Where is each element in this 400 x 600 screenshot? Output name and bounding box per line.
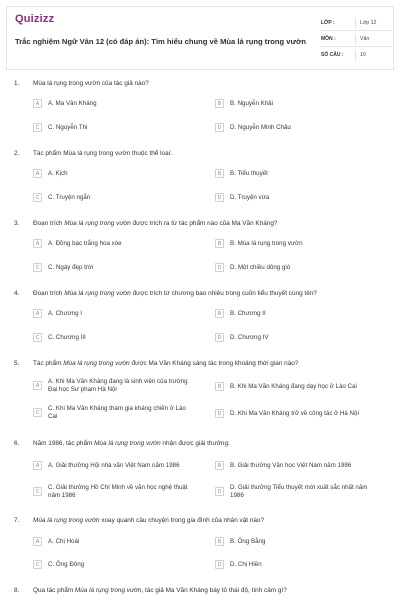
option-d[interactable] <box>215 263 290 272</box>
option-d[interactable] <box>215 193 269 202</box>
option-text: A. Ma Văn Kháng <box>48 99 97 107</box>
option-c[interactable] <box>33 123 87 132</box>
option-letter: A <box>33 381 42 390</box>
option-letter: B <box>215 239 224 248</box>
question-number: 4. <box>14 290 20 297</box>
question-number: 2. <box>14 150 20 157</box>
meta-row-class <box>321 15 391 31</box>
option-a[interactable] <box>33 461 180 470</box>
question-text: Tác phẩm Mùa lá rụng trong vườn thuộc thể loại: <box>33 150 172 157</box>
option-letter: C <box>33 487 42 496</box>
question-text: Năm 1986, tác phẩm Mùa lá rụng trong vườn nhận được giải thưởng: <box>33 440 230 447</box>
option-letter: D <box>215 263 224 272</box>
option-letter: C <box>33 263 42 272</box>
meta-label: SỐ CÂU : <box>321 52 344 58</box>
meta-value: Văn <box>355 34 391 44</box>
option-b[interactable] <box>215 99 273 108</box>
option-text: A. Chương I <box>48 309 82 317</box>
option-letter: A <box>33 99 42 108</box>
option-letter: C <box>33 193 42 202</box>
question-number: 6. <box>14 440 20 447</box>
option-text: D. Nguyễn Minh Châu <box>230 123 291 131</box>
option-b[interactable] <box>215 461 351 470</box>
option-text: C. Giải thưởng Hồ Chí Minh về văn học nghệ thuật năm 1986 <box>48 484 188 499</box>
option-letter: A <box>33 461 42 470</box>
option-d[interactable] <box>215 560 262 569</box>
option-letter: D <box>215 560 224 569</box>
option-text: A. Giải thưởng Hội nhà văn Việt Nam năm 1986 <box>48 461 180 469</box>
page-title: Trắc nghiệm Ngữ Văn 12 (có đáp án): Tìm hiểu chung về Mùa lá rụng trong vườn <box>15 37 307 46</box>
option-d[interactable] <box>215 333 268 342</box>
option-text: D. Chương IV <box>230 333 269 341</box>
option-c[interactable] <box>33 333 86 342</box>
option-a[interactable] <box>33 309 82 318</box>
option-text: C. Truyện ngắn <box>48 193 91 201</box>
option-letter: C <box>33 333 42 342</box>
meta-row-subject <box>321 31 391 47</box>
option-text: B. Giải thưởng Văn học Việt Nam năm 1986 <box>230 461 352 469</box>
question-text: Đoạn trích Mùa lá rụng trong vườn được trích ra từ tác phẩm nào của Ma Văn Kháng? <box>33 220 278 227</box>
option-a[interactable] <box>33 537 79 546</box>
option-letter: A <box>33 169 42 178</box>
option-a[interactable] <box>33 99 97 108</box>
question-text: Mùa lá rụng trong vườn xoay quanh câu chuyện trong gia đình của nhân vật nào? <box>33 517 265 524</box>
option-d[interactable] <box>215 484 380 499</box>
option-b[interactable] <box>215 239 303 248</box>
option-letter: A <box>33 537 42 546</box>
question-text: Đoạn trích Mùa lá rụng trong vườn được trích từ chương bao nhiêu trong cuốn tiểu thuyết cùng tên? <box>33 290 317 297</box>
option-text: A. Kịch <box>48 169 68 177</box>
option-a[interactable] <box>33 239 122 248</box>
question-number: 7. <box>14 517 20 524</box>
option-text: D. Truyện vừa <box>230 193 270 201</box>
option-letter: A <box>33 239 42 248</box>
option-text: A. Khi Ma Văn Kháng đang là sinh viên của trường Đại học Sư phạm Hà Nội <box>48 378 188 393</box>
option-letter: D <box>215 123 224 132</box>
option-text: C. Chương III <box>48 333 86 341</box>
meta-label: LỚP : <box>321 19 335 26</box>
question-number: 3. <box>14 220 20 227</box>
option-c[interactable] <box>33 560 84 569</box>
option-text: D. Một chiều dông gió <box>230 263 291 271</box>
option-text: B. Nguyễn Khải <box>230 99 273 107</box>
option-letter: C <box>33 408 42 417</box>
option-letter: C <box>33 123 42 132</box>
option-text: D. Khi Ma Văn Kháng trở về công tác ở Hà Nội <box>230 409 359 417</box>
option-b[interactable] <box>215 382 357 391</box>
option-letter: A <box>33 309 42 318</box>
option-letter: D <box>215 193 224 202</box>
worksheet-header <box>6 6 394 70</box>
option-c[interactable] <box>33 193 90 202</box>
option-text: D. Giải thưởng Tiểu thuyết mới xuất sắc nhất năm 1986 <box>230 484 368 499</box>
option-a[interactable] <box>33 378 188 393</box>
option-letter: B <box>215 461 224 470</box>
option-letter: D <box>215 409 224 418</box>
option-letter: B <box>215 382 224 391</box>
option-b[interactable] <box>215 169 268 178</box>
option-text: A. Chị Hoài <box>48 537 80 545</box>
option-letter: D <box>215 333 224 342</box>
option-letter: B <box>215 99 224 108</box>
question-text: Qua tác phẩm Mùa lá rụng trong vườn, tác giả Ma Văn Kháng bày tỏ thái độ, tình cảm gì? <box>33 587 287 594</box>
question-text: Tác phẩm Mùa lá rụng trong vườn được Ma Văn Kháng sáng tác trong khoảng thời gian nào? <box>33 360 299 367</box>
option-c[interactable] <box>33 484 188 499</box>
question-number: 8. <box>14 587 20 594</box>
meta-value: Lớp 12 <box>355 18 391 28</box>
quizizz-logo: Quizizz <box>15 13 55 25</box>
meta-label: MÔN : <box>321 35 336 42</box>
option-text: B. Chương II <box>230 309 266 317</box>
option-letter: C <box>33 560 42 569</box>
option-text: C. Ngày đẹp trời <box>48 263 94 271</box>
option-text: A. Đồng bạc trắng hoa xòe <box>48 239 122 247</box>
meta-table <box>321 15 391 63</box>
question-number: 1. <box>14 80 20 87</box>
question-number: 5. <box>14 360 20 367</box>
meta-value: 10 <box>355 50 391 60</box>
option-text: C. Khi Ma Văn Kháng tham gia kháng chiến ở Lào Cai <box>48 405 186 420</box>
option-letter: D <box>215 487 224 496</box>
question-text: Mùa lá rụng trong vườn của tác giả nào? <box>33 80 149 87</box>
option-text: C. Ông Đông <box>48 560 85 568</box>
option-b[interactable] <box>215 537 265 546</box>
option-letter: B <box>215 309 224 318</box>
option-a[interactable] <box>33 169 68 178</box>
meta-row-count <box>321 47 391 63</box>
option-text: B. Mùa lá rụng trong vườn <box>230 239 303 247</box>
option-text: B. Ông Bằng <box>230 537 266 545</box>
option-c[interactable] <box>33 263 93 272</box>
option-b[interactable] <box>215 309 266 318</box>
option-letter: B <box>215 169 224 178</box>
option-c[interactable] <box>33 405 188 420</box>
option-d[interactable] <box>215 123 291 132</box>
option-d[interactable] <box>215 409 359 418</box>
option-text: B. Khi Ma Văn Kháng đang dạy học ở Lào Cai <box>230 382 357 390</box>
option-text: C. Nguyễn Thi <box>48 123 88 131</box>
option-letter: B <box>215 537 224 546</box>
option-text: D. Chị Hiền <box>230 560 262 568</box>
option-text: B. Tiểu thuyết <box>230 169 268 177</box>
